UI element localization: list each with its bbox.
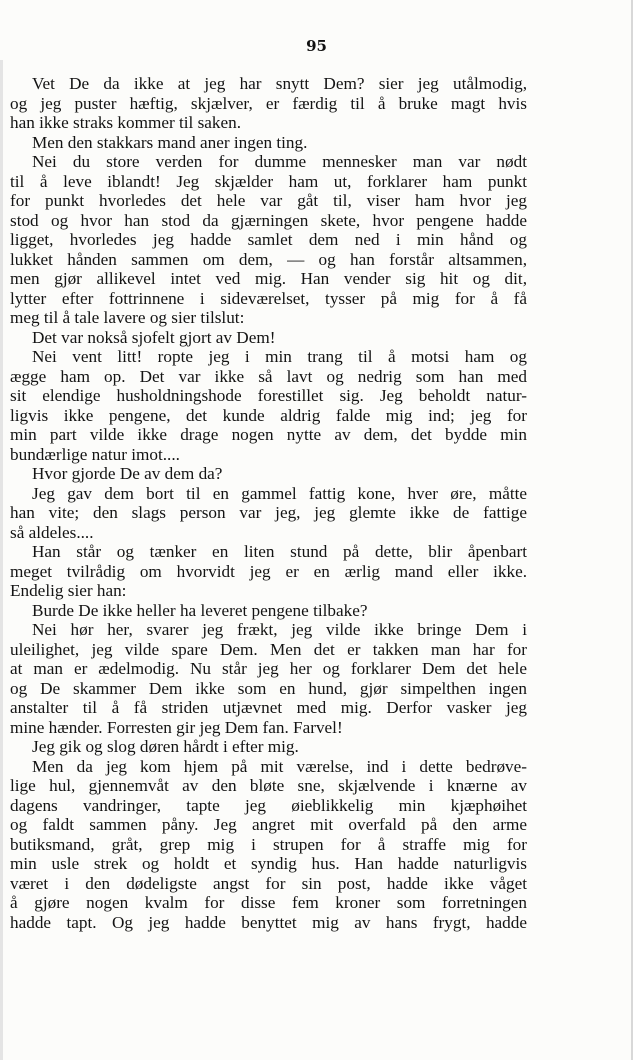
body-text [10, 74, 527, 932]
text-line: Men den stakkars mand aner ingen ting. [32, 132, 308, 152]
text-line: Men da jeg kom hjem på mit værelse, ind i dette bedrøve- [32, 756, 527, 776]
text-line: lige hul, gjennemvåt av den bløte sne, skjælvende i knærne av [10, 776, 527, 795]
text-line: Burde De ikke heller ha leveret pengene tilbake? [32, 600, 368, 620]
text-line: Hvor gjorde De av dem da? [32, 464, 223, 483]
text-line: Nei vent litt! ropte jeg i min trang til å motsi ham og [32, 347, 527, 366]
text-line: for punkt hvorledes det hele var gåt til, viser ham hvor jeg [10, 191, 527, 210]
text-line: butiksmand, gråt, grep mig i strupen for å straffe mig for [10, 834, 527, 854]
text-line: så aldeles.... [10, 522, 94, 542]
text-line: min part vilde ikke drage nogen nytte av dem, det bydde min [10, 425, 527, 444]
text-line: Vet De da ikke at jeg har snytt Dem? sier jeg utålmodig, [32, 74, 527, 93]
text-line: meget tvilrådig om hvorvidt jeg er en ærlig mand eller ikke. [10, 561, 527, 581]
text-line: Han står og tænker en liten stund på dette, blir åpenbart [32, 542, 527, 561]
text-line: anstalter til å få striden utjævnet med mig. Derfor vasker jeg [10, 698, 527, 717]
text-line: til å leve iblandt! Jeg skjælder ham ut, forklarer ham punkt [10, 171, 527, 191]
text-line: sit elendige husholdningshode forestillet sig. Jeg beholdt natur- [10, 386, 527, 405]
text-line: hadde tapt. Og jeg hadde benyttet mig av hans frygt, hadde [10, 912, 527, 932]
text-line: stod og hvor han stod da gjærningen skete, hvor pengene hadde [10, 210, 527, 230]
text-line: og faldt sammen påny. Jeg angret mit overfald på den arme [10, 815, 527, 834]
page-left-edge [0, 60, 3, 1060]
page-number: 95 [306, 37, 327, 55]
text-line: dagens vandringer, tapte jeg øieblikkelig min kjæphøihet [10, 795, 527, 815]
text-line: været i den dødeligste angst for sin post, hadde ikke våget [10, 873, 527, 893]
text-line: lukket hånden sammen om dem, — og han forstår altsammen, [10, 249, 527, 269]
text-line: uleilighet, jeg vilde spare Dem. Men det er takken man har for [10, 639, 527, 659]
text-line: Jeg gav dem bort til en gammel fattig kone, hver øre, måtte [32, 483, 527, 503]
text-line: ægge ham op. Det var ikke så lavt og nedrig som han med [10, 366, 527, 386]
text-line: Endelig sier han: [10, 581, 127, 600]
text-line: lytter efter fottrinnene i sideværelset, tysser på mig for å få [10, 288, 527, 308]
text-line: å gjøre nogen kvalm for disse fem kroner som forretningen [10, 893, 527, 912]
text-line: ligget, hvorledes jeg hadde samlet dem ned i min hånd og [10, 230, 527, 249]
text-line: han ikke straks kommer til saken. [10, 113, 242, 132]
text-line: mine hænder. Forresten gir jeg Dem fan. Farvel! [10, 717, 343, 737]
text-line: Jeg gik og slog døren hårdt i efter mig. [32, 737, 299, 756]
text-line: han vite; den slags person var jeg, jeg glemte ikke de fattige [10, 503, 527, 522]
text-line: Det var nokså sjofelt gjort av Dem! [32, 327, 276, 347]
text-line: Nei hør her, svarer jeg frækt, jeg vilde ikke bringe Dem i [32, 620, 527, 639]
text-line: ligvis ikke pengene, det kunde aldrig falde mig ind; jeg for [10, 405, 527, 425]
text-line: og De skammer Dem ikke som en hund, gjør simpelthen ingen [10, 678, 527, 698]
text-line: men gjør allikevel intet ved mig. Han vender sig hit og dit, [10, 269, 527, 288]
text-line: min usle strek og holdt et syndig hus. Han hadde naturligvis [10, 854, 527, 873]
text-line: bundærlige natur imot.... [10, 444, 180, 464]
text-line: at man er ædelmodig. Nu står jeg her og forklarer Dem det hele [10, 659, 527, 678]
text-line: Nei du store verden for dumme mennesker man var nødt [32, 152, 527, 171]
text-line: meg til å tale lavere og sier tilslut: [10, 308, 245, 327]
text-line: og jeg puster hæftig, skjælver, er færdig til å bruke magt hvis [10, 93, 527, 113]
